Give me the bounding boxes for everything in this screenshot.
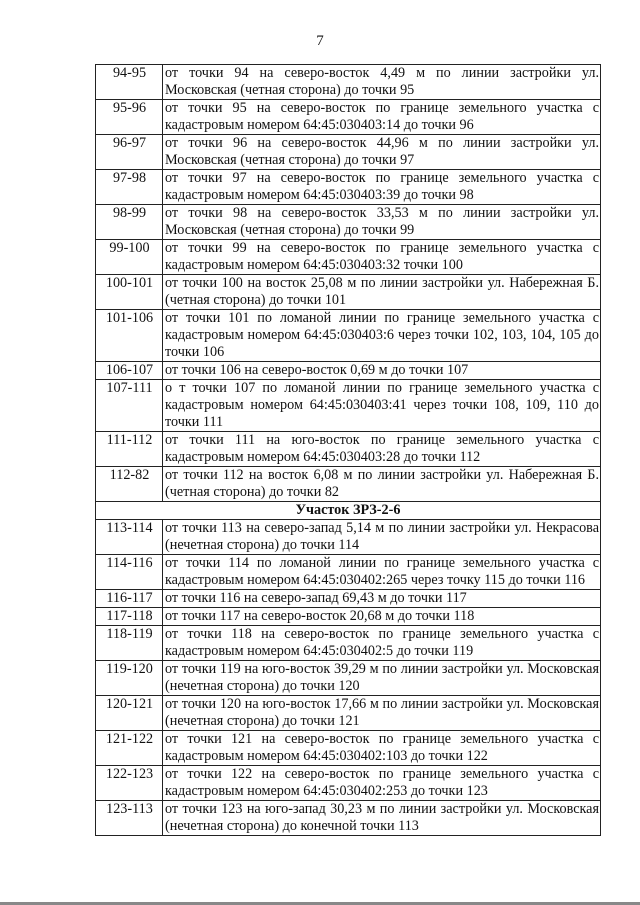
description-cell: от точки 100 на восток 25,08 м по линии застройки ул. Набережная Б. (четная сторона) до точки 101 bbox=[163, 275, 601, 310]
segment-cell: 98-99 bbox=[96, 205, 163, 240]
page-number: 7 bbox=[316, 33, 324, 49]
description-cell: от точки 95 на северо-восток по границе земельного участка с кадастровым номером 64:45:030403:14 до точки 96 bbox=[163, 100, 601, 135]
table-row bbox=[96, 801, 601, 836]
description-cell: от точки 97 на северо-восток по границе земельного участка с кадастровым номером 64:45:030403:39 до точки 98 bbox=[163, 170, 601, 205]
section-header-row bbox=[96, 502, 601, 520]
segment-cell: 107-111 bbox=[96, 380, 163, 432]
table-row bbox=[96, 731, 601, 766]
table-row bbox=[96, 555, 601, 590]
table-row bbox=[96, 380, 601, 432]
description-cell: от точки 101 по ломаной линии по границе земельного участка с кадастровым номером 64:45:030403:6 через точки 102, 103, 104, 105 до точки 106 bbox=[163, 310, 601, 362]
segment-cell: 114-116 bbox=[96, 555, 163, 590]
table-row bbox=[96, 65, 601, 100]
table-row bbox=[96, 608, 601, 626]
table-row bbox=[96, 696, 601, 731]
description-cell: от точки 96 на северо-восток 44,96 м по линии застройки ул. Московская (четная сторона) до точки 97 bbox=[163, 135, 601, 170]
table-row bbox=[96, 520, 601, 555]
table-row bbox=[96, 362, 601, 380]
description-cell: о т точки 107 по ломаной линии по границе земельного участка с кадастровым номером 64:45:030403:41 через точки 108, 109, 110 до точки 111 bbox=[163, 380, 601, 432]
segment-cell: 117-118 bbox=[96, 608, 163, 626]
table-row bbox=[96, 432, 601, 467]
description-cell: от точки 113 на северо-запад 5,14 м по линии застройки ул. Некрасова (нечетная сторона) до точки 114 bbox=[163, 520, 601, 555]
section-title: Участок ЗРЗ-2-6 bbox=[96, 502, 601, 520]
table-row bbox=[96, 170, 601, 205]
segment-cell: 101-106 bbox=[96, 310, 163, 362]
description-cell: от точки 117 на северо-восток 20,68 м до точки 118 bbox=[163, 608, 601, 626]
description-cell: от точки 99 на северо-восток по границе земельного участка с кадастровым номером 64:45:030403:32 точки 100 bbox=[163, 240, 601, 275]
table-row bbox=[96, 766, 601, 801]
segment-cell: 121-122 bbox=[96, 731, 163, 766]
description-cell: от точки 94 на северо-восток 4,49 м по линии застройки ул. Московская (четная сторона) до точки 95 bbox=[163, 65, 601, 100]
table-row bbox=[96, 626, 601, 661]
table-row bbox=[96, 661, 601, 696]
description-cell: от точки 114 по ломаной линии по границе земельного участка с кадастровым номером 64:45:030402:265 через точку 115 до точки 116 bbox=[163, 555, 601, 590]
segment-cell: 96-97 bbox=[96, 135, 163, 170]
table-row bbox=[96, 590, 601, 608]
segment-cell: 111-112 bbox=[96, 432, 163, 467]
segment-cell: 112-82 bbox=[96, 467, 163, 502]
segment-cell: 97-98 bbox=[96, 170, 163, 205]
segment-cell: 100-101 bbox=[96, 275, 163, 310]
table-row bbox=[96, 100, 601, 135]
table-row bbox=[96, 135, 601, 170]
description-cell: от точки 112 на восток 6,08 м по линии застройки ул. Набережная Б. (четная сторона) до точки 82 bbox=[163, 467, 601, 502]
segment-cell: 99-100 bbox=[96, 240, 163, 275]
segment-cell: 95-96 bbox=[96, 100, 163, 135]
segment-cell: 118-119 bbox=[96, 626, 163, 661]
description-cell: от точки 123 на юго-запад 30,23 м по линии застройки ул. Московская (нечетная сторона) до конечной точки 113 bbox=[163, 801, 601, 836]
table-row bbox=[96, 310, 601, 362]
description-cell: от точки 122 на северо-восток по границе земельного участка с кадастровым номером 64:45:030402:253 до точки 123 bbox=[163, 766, 601, 801]
segment-cell: 113-114 bbox=[96, 520, 163, 555]
table-row bbox=[96, 205, 601, 240]
description-cell: от точки 106 на северо-восток 0,69 м до точки 107 bbox=[163, 362, 601, 380]
segment-cell: 120-121 bbox=[96, 696, 163, 731]
description-cell: от точки 118 на северо-восток по границе земельного участка с кадастровым номером 64:45:030402:5 до точки 119 bbox=[163, 626, 601, 661]
segment-cell: 94-95 bbox=[96, 65, 163, 100]
description-cell: от точки 98 на северо-восток 33,53 м по линии застройки ул. Московская (четная сторона) до точки 99 bbox=[163, 205, 601, 240]
table-row bbox=[96, 275, 601, 310]
segment-cell: 122-123 bbox=[96, 766, 163, 801]
description-cell: от точки 121 на северо-восток по границе земельного участка с кадастровым номером 64:45:030402:103 до точки 122 bbox=[163, 731, 601, 766]
boundary-description-table bbox=[95, 64, 601, 836]
table-row bbox=[96, 240, 601, 275]
description-cell: от точки 120 на юго-восток 17,66 м по линии застройки ул. Московская (нечетная сторона) до точки 121 bbox=[163, 696, 601, 731]
table-body bbox=[96, 65, 601, 836]
segment-cell: 106-107 bbox=[96, 362, 163, 380]
description-cell: от точки 116 на северо-запад 69,43 м до точки 117 bbox=[163, 590, 601, 608]
description-cell: от точки 119 на юго-восток 39,29 м по линии застройки ул. Московская (нечетная сторона) до точки 120 bbox=[163, 661, 601, 696]
table-row bbox=[96, 467, 601, 502]
segment-cell: 116-117 bbox=[96, 590, 163, 608]
segment-cell: 119-120 bbox=[96, 661, 163, 696]
segment-cell: 123-113 bbox=[96, 801, 163, 836]
description-cell: от точки 111 на юго-восток по границе земельного участка с кадастровым номером 64:45:030403:28 до точки 112 bbox=[163, 432, 601, 467]
